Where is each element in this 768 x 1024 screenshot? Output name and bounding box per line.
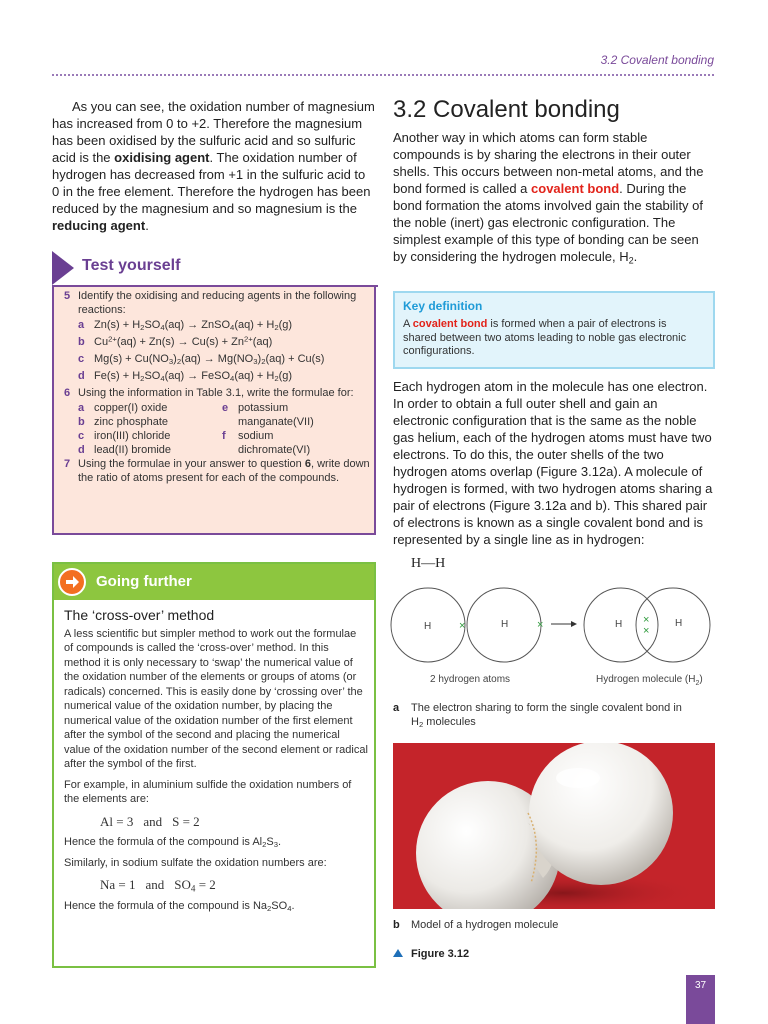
- running-head: 3.2 Covalent bonding: [600, 53, 714, 67]
- arrow-right-icon: [58, 568, 86, 596]
- question-6-items: a copper(I) oxide e potassium b zinc phosphate manganate(VII) c iron(III) chloride f sodium d lead(II) bromide dichromate(VI): [78, 402, 314, 456]
- caption-a: a The electron sharing to form the single covalent bond in $H_2$ molecules: [393, 702, 682, 729]
- question-5: 5 Identify the oxidising and reducing agents in the following reactions:: [64, 290, 357, 316]
- test-yourself-title: Test yourself: [82, 257, 181, 274]
- question-5d: d $Fe(s) + H_2SO_4(aq)$ → FeSO$_4$(aq) + $H_2(g)$: [78, 370, 293, 383]
- caption-b: b Model of a hydrogen molecule: [393, 919, 559, 931]
- going-further-paragraph: Hence the formula of the compound is $Na_2SO_4$.: [64, 899, 295, 913]
- going-further-subtitle: The ‘cross-over’ method: [64, 607, 215, 623]
- atom-symbol: H: [675, 618, 683, 629]
- equation-sodium-sulfate: Na = 1 and $SO_4 = 2$: [100, 877, 216, 894]
- going-further-title: Going further: [96, 573, 192, 590]
- atom-symbol: H: [501, 619, 509, 630]
- electron-mark: ×: [643, 614, 650, 626]
- hydrogen-paragraph: Each hydrogen atom in the molecule has one electron. In order to obtain a full outer shell and gain an electronic configuration that is the same as the noble gas helium, each of the hydrogen atoms must have two electrons. To do this, the outer shells of the two hydrogen atoms overlap (Figure 3.12a). A molecule of hydrogen is formed, with two hydrogen atoms sharing a pair of electrons (Figure 3.12a and b). This shared pair of electrons is known as a single covalent bond and is represented by a single line as in hydrogen:: [393, 379, 713, 547]
- electron-mark: ×: [643, 625, 650, 637]
- equation-aluminium-sulfide: Al = 3 and S = 2: [100, 813, 200, 829]
- going-further-paragraph: For example, in aluminium sulfide the oxidation numbers of the elements are:: [64, 778, 352, 805]
- diagram-label-left: 2 hydrogen atoms: [430, 674, 511, 685]
- going-further-paragraph: Similarly, in sodium sulfate the oxidation numbers are:: [64, 856, 327, 869]
- hydrogen-bonding-diagram: [388, 583, 718, 693]
- section-title: 3.2 Covalent bonding: [393, 96, 620, 123]
- going-further-paragraph: A less scientific but simpler method to work out the formulae of compounds is called the ‘cross-over’ method. In this method it is only necessary to ‘swap’ the numerical value of the oxidation number of the elements or groups of atoms (or radicals) concerned. This is easily done by ‘crossing over’ the numerical value of the oxidation number, by placing the numerical value of the oxidation number of the first element after the symbol of the second and placing the numerical value of the oxidation number of the second element or radical after the symbol of the first.: [64, 627, 368, 770]
- going-further-paragraph: Hence the formula of the compound is $Al_2S_3$.: [64, 836, 282, 849]
- reducing-agent-term: reducing agent: [52, 218, 146, 233]
- arrow-icon: [52, 251, 74, 285]
- single-bond-formula: H—H: [411, 556, 446, 571]
- electron-mark: ×: [537, 619, 544, 631]
- figure-label: Figure 3.12: [393, 948, 469, 960]
- key-definition-text: A covalent bond is formed when a pair of electrons is shared between two atoms leading to noble gas electronic configurations.: [403, 318, 687, 357]
- test-yourself-banner: [52, 251, 380, 285]
- going-further-banner: [54, 564, 374, 600]
- question-7: 7 Using the formulae in your answer to question 6, write down the ratio of atoms present for each of the compounds.: [64, 458, 370, 484]
- section-intro-paragraph: Another way in which atoms can form stable compounds is by sharing the electrons in their outer shells. This occurs between non-metal atoms, and the bond formed is called a covalent bond. During the bond formation the atoms involved gain the stability of the noble (inert) gas electronic configuration. The simplest example of this type of bonding can be seen by considering the hydrogen molecule, $H_2$.: [393, 130, 704, 266]
- header-rule: [52, 74, 714, 76]
- intro-paragraph: As you can see, the oxidation number of magnesium has increased from 0 to +2. Therefore the magnesium has been oxidised by the sulfuric acid and so sulfuric acid is the oxidising agent. The oxidation number of hydrogen has decreased from +1 in the sulfuric acid to 0 in the free element. Therefore the hydrogen has been reduced by the magnesium and so magnesium is the reducing agent.: [52, 99, 375, 233]
- question-5b: b $Cu^{2+}(aq) + Zn(s) \to Cu(s) + Zn^{2+}(aq)$: [78, 334, 273, 348]
- test-yourself-rule: [54, 285, 378, 287]
- atom-symbol: H: [615, 619, 623, 630]
- page-number: 37: [694, 980, 707, 991]
- key-definition-box: [393, 291, 715, 369]
- going-further-box: [52, 562, 376, 968]
- question-6: 6 Using the information in Table 3.1, write the formulae for:: [64, 387, 354, 399]
- going-further-content: [64, 608, 368, 913]
- test-yourself-content: [64, 289, 372, 486]
- question-5a: a $Zn(s) + H_2SO_4(aq)$ → ZnSO$_4$(aq) + $H_2(g)$: [78, 319, 293, 332]
- reaction-arrow-head: [571, 621, 577, 627]
- electron-mark: ×: [459, 620, 466, 632]
- hydrogen-model-image: [393, 743, 715, 909]
- question-5c: c $Mg(s) + Cu(NO_3)_2(aq) \to Mg(NO_3)_2(aq) + Cu(s)$: [78, 353, 325, 366]
- diagram-label-right: Hydrogen molecule $(H_2)$: [596, 674, 703, 687]
- page-number-tab: [686, 975, 715, 1024]
- hydrogen-model-photo: [393, 743, 715, 909]
- oxidising-agent-term: oxidising agent: [114, 150, 210, 165]
- covalent-bond-term: covalent bond: [531, 181, 620, 196]
- test-yourself-box: [52, 251, 376, 535]
- triangle-icon: [393, 949, 403, 957]
- atom-symbol: H: [424, 621, 432, 632]
- key-definition-title: Key definition: [403, 299, 483, 313]
